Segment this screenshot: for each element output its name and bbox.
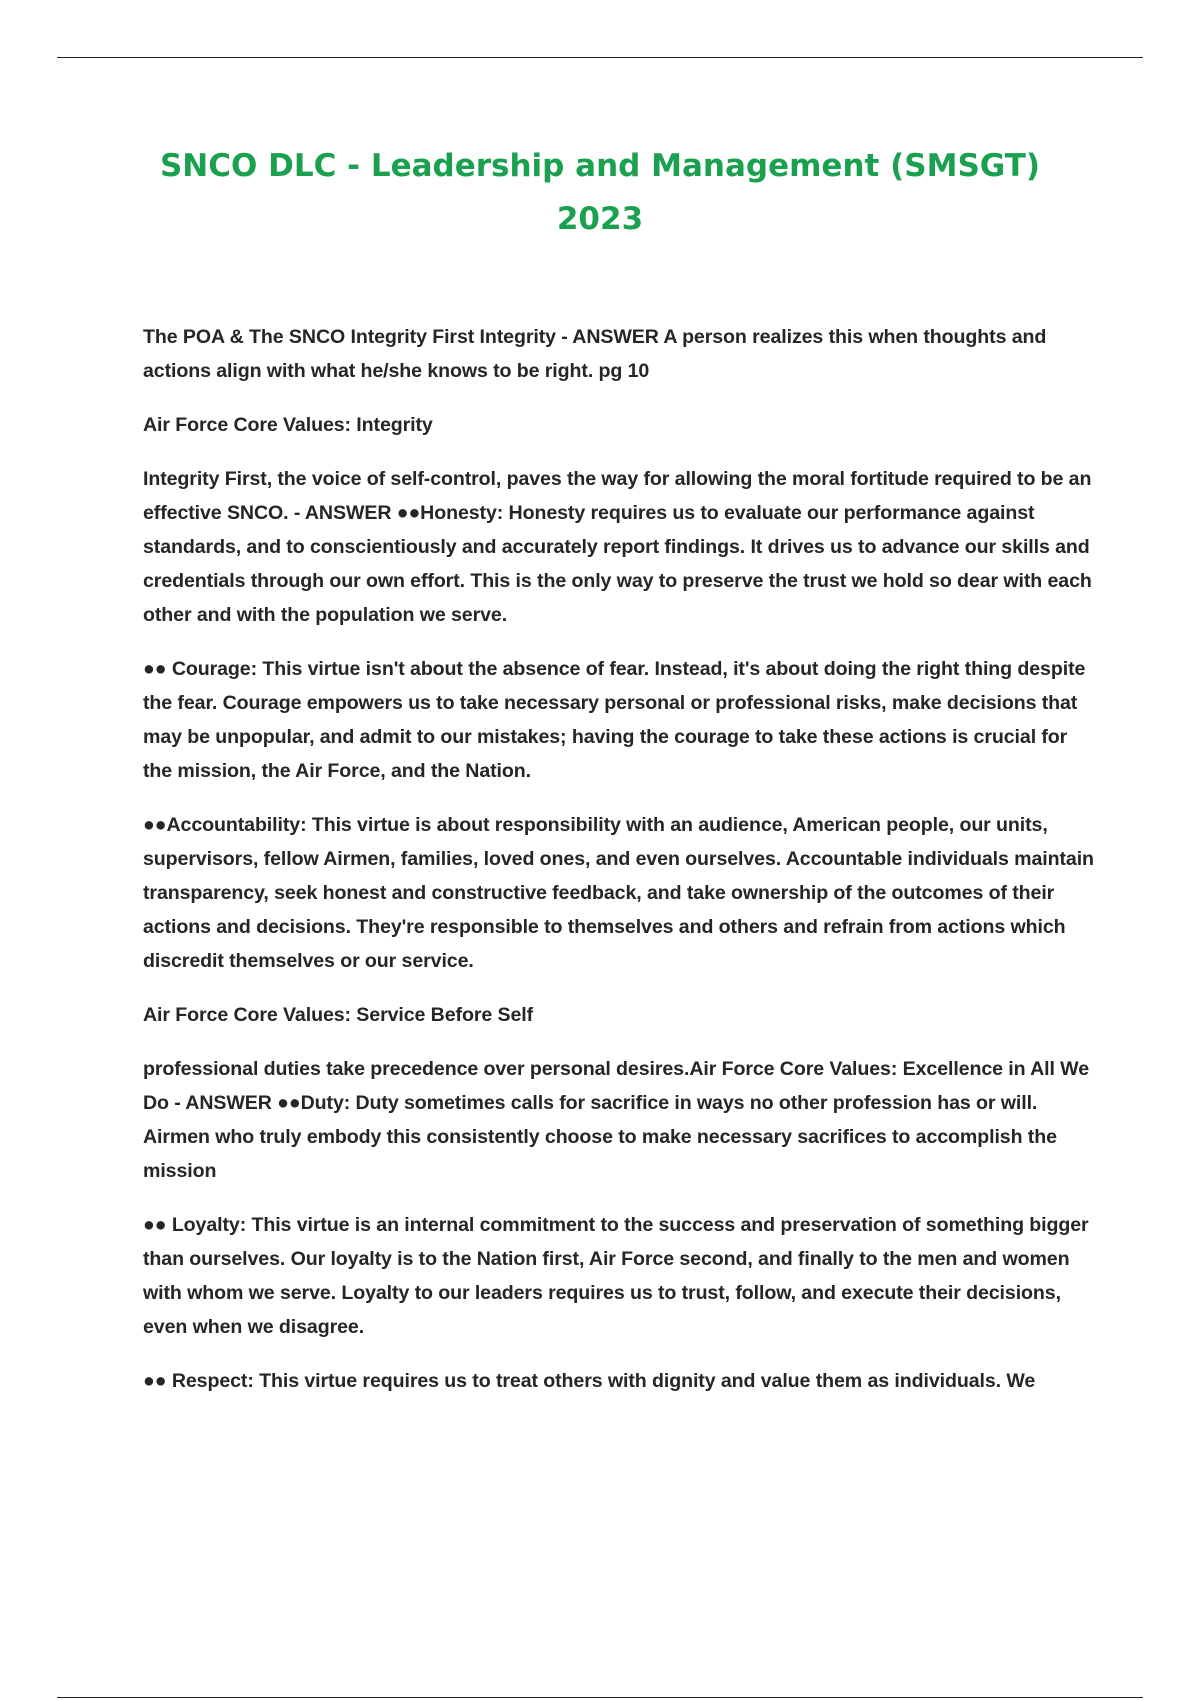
heading-core-value-integrity: Air Force Core Values: Integrity	[143, 414, 433, 436]
paragraph-duty: professional duties take precedence over personal desires.Air Force Core Values: Excellence in All We Do - ANSWER ●●Duty: Duty sometimes calls for sacrifice in ways no other profession has or will. Airmen who truly embody this consistently choose to make necessary sacrifices to accomplish the mission	[143, 1058, 1090, 1182]
paragraph-integrity-honesty: Integrity First, the voice of self-control, paves the way for allowing the moral fortitude required to be an effective SNCO. - ANSWER ●●Honesty: Honesty requires us to evaluate our performance against standards, and to conscientiously and accurately report findings. It drives us to advance our skills and credentials through our own effort. This is the only way to preserve the trust we hold so dear with each other and with the population we serve.	[143, 468, 1092, 626]
bottom-rule	[57, 1697, 1143, 1698]
paragraph-loyalty: ●● Loyalty: This virtue is an internal commitment to the success and preservation of something bigger than ourselves. Our loyalty is to the Nation first, Air Force second, and finally to the men and women with whom we serve. Loyalty to our leaders requires us to trust, follow, and execute their decisions, even when we disagree.	[143, 1214, 1089, 1338]
paragraph-respect: ●● Respect: This virtue requires us to treat others with dignity and value them as individuals. We	[143, 1370, 1036, 1392]
paragraph-accountability: ●●Accountability: This virtue is about responsibility with an audience, American people, our units, supervisors, fellow Airmen, families, loved ones, and even ourselves. Accountable individuals maintain transparency, seek honest and constructive feedback, and take ownership of the outcomes of their actions and decisions. They're responsible to themselves and others and refrain from actions which discredit themselves or our service.	[143, 814, 1094, 972]
title-line-2: 2023	[556, 201, 644, 237]
heading-core-value-service: Air Force Core Values: Service Before Self	[143, 1004, 534, 1026]
top-rule	[57, 57, 1143, 58]
document-body	[143, 320, 1098, 1418]
paragraph-courage: ●● Courage: This virtue isn't about the absence of fear. Instead, it's about doing the right thing despite the fear. Courage empowers us to take necessary personal or professional risks, make decisions that may be unpopular, and admit to our mistakes; having the courage to take these actions is crucial for the mission, the Air Force, and the Nation.	[143, 658, 1086, 782]
title-line-1: SNCO DLC - Leadership and Management (SMSGT)	[159, 148, 1041, 184]
document-title	[100, 140, 1100, 246]
paragraph-poa-integrity: The POA & The SNCO Integrity First Integrity - ANSWER A person realizes this when thoughts and actions align with what he/she knows to be right. pg 10	[143, 326, 1047, 382]
